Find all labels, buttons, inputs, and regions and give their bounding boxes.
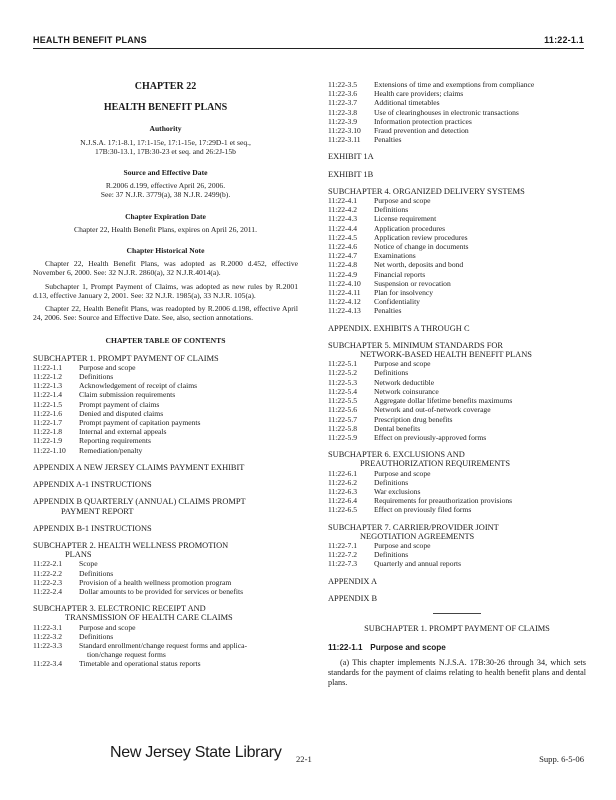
- subchapter-3-heading: [33, 604, 298, 622]
- body-subchapter-heading: SUBCHAPTER 1. PROMPT PAYMENT OF CLAIMS: [364, 623, 550, 633]
- subchapter-7-list: [328, 541, 586, 569]
- toc-entry: 11:22-2.2 Definitions: [33, 568, 114, 578]
- toc-entry: 11:22-3.3 Standard enrollment/change request forms and applica- tion/change request forms: [33, 640, 248, 660]
- left-column: [33, 66, 298, 669]
- toc-entry: 11:22-3.11 Penalties: [328, 135, 402, 145]
- toc-entry: 11:22-5.1 Purpose and scope: [328, 359, 431, 369]
- subchapter-3-line-1: SUBCHAPTER 3. ELECTRONIC RECEIPT AND: [33, 604, 206, 614]
- toc-entry: 11:22-7.2 Definitions: [328, 550, 409, 560]
- toc-entry: 11:22-1.4 Claim submission requirements: [33, 390, 176, 400]
- appendix-b-right: APPENDIX B: [328, 593, 378, 603]
- toc-entry: 11:22-1.7 Prompt payment of capitation payments: [33, 418, 201, 428]
- toc-entry: 11:22-4.1 Purpose and scope: [328, 196, 431, 206]
- subchapter-3-continued-list: [328, 80, 586, 144]
- header-title: HEALTH BENEFIT PLANS: [33, 35, 147, 45]
- toc-entry: 11:22-5.7 Prescription drug benefits: [328, 414, 453, 424]
- toc-entry: 11:22-4.8 Net worth, deposits and bond: [328, 260, 464, 270]
- toc-title: CHAPTER TABLE OF CONTENTS: [105, 336, 226, 346]
- toc-entry: 11:22-2.1 Scope: [33, 559, 98, 569]
- toc-entry: 11:22-1.8 Internal and external appeals: [33, 427, 167, 437]
- toc-entry: 11:22-5.5 Aggregate dollar lifetime benefits maximums: [328, 396, 513, 406]
- toc-entry: 11:22-5.4 Network coinsurance: [328, 386, 439, 396]
- subchapter-5-line-1: SUBCHAPTER 5. MINIMUM STANDARDS FOR: [328, 340, 503, 350]
- historical-note-3: Chapter 22, Health Benefit Plans, was readopted by R.2006 d.198, effective April 24, 2006. See: Source and Effective Date. See, also, section annotations.: [33, 304, 298, 323]
- toc-entry: 11:22-4.12 Confidentiality: [328, 297, 420, 307]
- exhibit-1a: EXHIBIT 1A: [328, 152, 374, 162]
- subchapter-1-heading: SUBCHAPTER 1. PROMPT PAYMENT OF CLAIMS: [33, 353, 219, 363]
- toc-entry: 11:22-6.1 Purpose and scope: [328, 468, 431, 478]
- source-heading: Source and Effective Date: [123, 168, 208, 178]
- toc-entry: 11:22-1.9 Reporting requirements: [33, 436, 151, 446]
- appendix-b-line-1: APPENDIX B QUARTERLY (ANNUAL) CLAIMS PROMPT: [33, 497, 246, 507]
- toc-entry: 11:22-5.6 Network and out-of-network coverage: [328, 405, 491, 415]
- toc-entry: 11:22-4.13 Penalties: [328, 306, 402, 316]
- supplement-date: Supp. 6-5-06: [539, 754, 584, 764]
- library-watermark: New Jersey State Library: [110, 744, 282, 761]
- subchapter-2-heading: [33, 541, 298, 559]
- historical-note-heading: Chapter Historical Note: [126, 246, 205, 256]
- appendix-exhibits: APPENDIX. EXHIBITS A THROUGH C: [328, 323, 470, 333]
- subchapter-3-list: [33, 623, 298, 669]
- toc-entry: 11:22-7.1 Purpose and scope: [328, 540, 431, 550]
- subchapter-5-line-2: NETWORK-BASED HEALTH BENEFIT PLANS: [360, 350, 532, 360]
- running-header: [33, 34, 584, 49]
- toc-entry: 11:22-1.2 Definitions: [33, 372, 114, 382]
- subchapter-2-line-1: SUBCHAPTER 2. HEALTH WELLNESS PROMOTION: [33, 540, 229, 550]
- toc-entry: 11:22-4.5 Application review procedures: [328, 232, 468, 242]
- toc-entry: 11:22-1.10 Remediation/penalty: [33, 445, 143, 455]
- authority-line-1: N.J.S.A. 17:1-8.1, 17:1-15e, 17:1-15e, 17:29D-1 et seq.,: [80, 137, 251, 147]
- toc-entry: 11:22-5.2 Definitions: [328, 368, 409, 378]
- toc-entry: 11:22-3.7 Additional timetables: [328, 98, 440, 108]
- subchapter-2-line-2: PLANS: [65, 550, 92, 560]
- subchapter-4-list: [328, 196, 586, 316]
- toc-entry: 11:22-4.11 Plan for insolvency: [328, 288, 434, 298]
- toc-entry: 11:22-2.4 Dollar amounts to be provided for services or benefits: [33, 586, 244, 596]
- toc-entry: 11:22-4.4 Application procedures: [328, 223, 446, 233]
- appendix-a-right: APPENDIX A: [328, 576, 378, 586]
- subchapter-7-heading: [328, 523, 586, 541]
- subchapter-3-line-2: TRANSMISSION OF HEALTH CARE CLAIMS: [65, 613, 233, 623]
- appendix-b-line-2: PAYMENT REPORT: [61, 506, 134, 516]
- page-number: 22-1: [296, 754, 312, 764]
- toc-entry: 11:22-3.2 Definitions: [33, 631, 114, 641]
- toc-entry: 11:22-1.3 Acknowledgement of receipt of claims: [33, 381, 198, 391]
- appendix-a: APPENDIX A NEW JERSEY CLAIMS PAYMENT EXHIBIT: [33, 462, 245, 472]
- exhibit-1b: EXHIBIT 1B: [328, 169, 374, 179]
- toc-entry: 11:22-7.3 Quarterly and annual reports: [328, 559, 462, 569]
- toc-entry: 11:22-6.4 Requirements for preauthorization provisions: [328, 496, 513, 506]
- toc-entry: 11:22-5.3 Network deductible: [328, 377, 435, 387]
- toc-entry: 11:22-3.5 Extensions of time and exemptions from compliance: [328, 80, 535, 89]
- chapter-number: CHAPTER 22: [134, 81, 197, 92]
- toc-entry: 11:22-3.8 Use of clearinghouses in electronic transactions: [328, 107, 519, 117]
- subchapter-6-line-2: PREAUTHORIZATION REQUIREMENTS: [360, 459, 511, 469]
- toc-entry: 11:22-4.9 Financial reports: [328, 269, 426, 279]
- section-title: Purpose and scope: [370, 643, 446, 653]
- toc-entry: 11:22-6.3 War exclusions: [328, 486, 421, 496]
- toc-entry: 11:22-5.9 Effect on previously-approved forms: [328, 432, 487, 442]
- appendix-a-1: APPENDIX A-1 INSTRUCTIONS: [33, 480, 152, 490]
- toc-entry: 11:22-4.10 Suspension or revocation: [328, 278, 451, 288]
- toc-entry: 11:22-6.2 Definitions: [328, 477, 409, 487]
- toc-entry: 11:22-4.2 Definitions: [328, 205, 409, 215]
- appendix-b: [33, 497, 298, 515]
- subchapter-6-list: [328, 469, 586, 515]
- section-heading: [328, 643, 586, 652]
- toc-entry: 11:22-1.5 Prompt payment of claims: [33, 399, 160, 409]
- toc-entry: 11:22-1.6 Denied and disputed claims: [33, 408, 164, 418]
- historical-note-1: Chapter 22, Health Benefit Plans, was adopted as R.2000 d.452, effective November 6, 2000. See: 32 N.J.R. 2860(a), 32 N.J.R.4014(a).: [33, 259, 298, 278]
- expiration-heading: Chapter Expiration Date: [125, 211, 206, 221]
- subchapter-6-heading: [328, 450, 586, 468]
- toc-entry: 11:22-4.7 Examinations: [328, 251, 416, 261]
- historical-note-2: Subchapter 1, Prompt Payment of Claims, was adopted as new rules by R.2001 d.13, effective January 2, 2001. See: 32 N.J.R. 1985(a), 33 N.J.R. 105(a).: [33, 281, 298, 300]
- appendix-b-1: APPENDIX B-1 INSTRUCTIONS: [33, 523, 152, 533]
- toc-entry: 11:22-6.5 Effect on previously filed forms: [328, 505, 472, 515]
- authority-heading: Authority: [149, 124, 182, 134]
- chapter-title: HEALTH BENEFIT PLANS: [103, 102, 228, 114]
- toc-entry: 11:22-3.6 Health care providers; claims: [328, 89, 464, 99]
- subchapter-1-list: [33, 363, 298, 455]
- subchapter-2-list: [33, 559, 298, 596]
- toc-entry: 11:22-1.1 Purpose and scope: [33, 362, 136, 372]
- subchapter-5-list: [328, 359, 586, 442]
- authority-line-2: 17B:30-13.1, 17B:30-23 et seq. and 26:2J-15b: [95, 146, 236, 156]
- toc-entry: 11:22-5.8 Dental benefits: [328, 423, 421, 433]
- source-line-1: R.2006 d.199, effective April 26, 2006.: [105, 181, 226, 191]
- subchapter-5-heading: [328, 341, 586, 359]
- toc-entry: 11:22-3.1 Purpose and scope: [33, 622, 136, 632]
- toc-entry: 11:22-3.9 Information protection practices: [328, 116, 472, 126]
- section-number: 11:22-1.1: [328, 643, 363, 653]
- toc-entry: 11:22-4.6 Notice of change in documents: [328, 242, 469, 252]
- expiration-text: Chapter 22, Health Benefit Plans, expires on April 26, 2011.: [74, 224, 257, 234]
- toc-entry: 11:22-4.3 License requirement: [328, 214, 437, 224]
- subchapter-4-heading: SUBCHAPTER 4. ORGANIZED DELIVERY SYSTEMS: [328, 186, 525, 196]
- subchapter-7-line-2: NEGOTIATION AGREEMENTS: [360, 531, 475, 541]
- right-column: [328, 80, 586, 688]
- toc-entry: 11:22-2.3 Provision of a health wellness promotion program: [33, 577, 232, 587]
- subchapter-6-line-1: SUBCHAPTER 6. EXCLUSIONS AND: [328, 450, 465, 460]
- source-line-2: See: 37 N.J.R. 3779(a), 38 N.J.R. 2499(b).: [100, 190, 231, 200]
- subchapter-7-line-1: SUBCHAPTER 7. CARRIER/PROVIDER JOINT: [328, 522, 499, 532]
- header-section-number: 11:22-1.1: [544, 35, 584, 45]
- divider: [433, 613, 481, 614]
- toc-entry: 11:22-3.4 Timetable and operational status reports: [33, 659, 201, 669]
- toc-entry: 11:22-3.10 Fraud prevention and detection: [328, 126, 469, 136]
- section-text: (a) This chapter implements N.J.S.A. 17B:30-26 through 34, which sets standards for the payment of claims relating to health benefit plans and dental plans.: [328, 658, 586, 688]
